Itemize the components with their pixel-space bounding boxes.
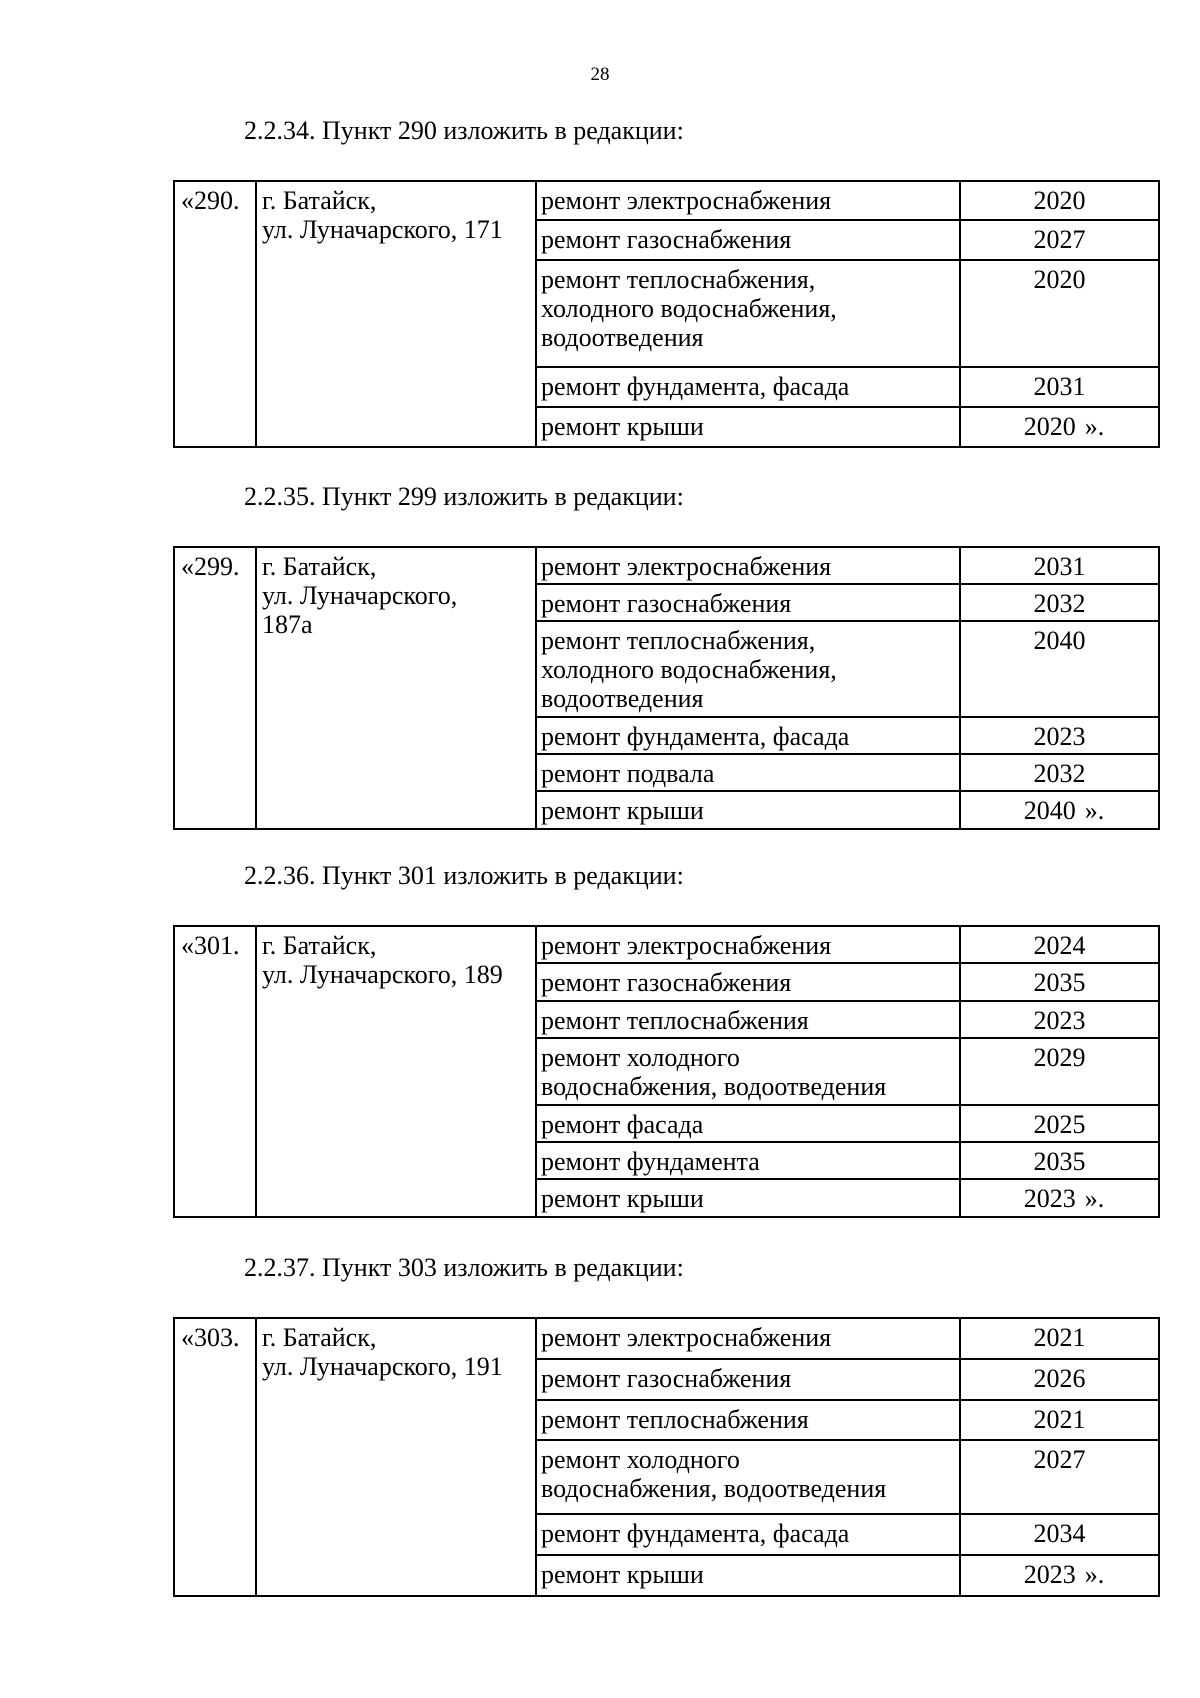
year-cell — [960, 621, 1159, 717]
address-cell — [256, 181, 536, 447]
work-description — [536, 1440, 960, 1514]
year-value: 2021 — [1033, 1405, 1086, 1434]
work-description — [536, 1142, 960, 1179]
work-line: ремонт фундамента, фасада — [541, 722, 850, 751]
year-value: 2025 — [1033, 1110, 1086, 1139]
work-line: водоотведения — [541, 684, 704, 713]
work-line: ремонт электроснабжения — [541, 552, 832, 581]
work-description — [536, 754, 960, 791]
work-description — [536, 963, 960, 1001]
year-value: 2029 — [1033, 1043, 1086, 1072]
work-description — [536, 717, 960, 754]
year-cell — [960, 407, 1159, 447]
year-cell — [960, 754, 1159, 791]
year-value: 2032 — [1033, 589, 1086, 618]
address-cell — [256, 547, 536, 829]
work-line: ремонт газоснабжения — [541, 225, 792, 254]
section-heading: 2.2.34. Пункт 290 изложить в редакции: — [244, 116, 684, 145]
amendment-table — [173, 546, 1160, 830]
work-description — [536, 1001, 960, 1038]
work-description — [536, 407, 960, 447]
work-description — [536, 1179, 960, 1217]
closing-quote: ». — [1084, 796, 1105, 825]
work-line: ремонт теплоснабжения, — [541, 626, 816, 655]
work-line: ремонт холодного — [541, 1445, 740, 1474]
work-line: ремонт фасада — [541, 1110, 704, 1139]
address-line: г. Батайск, — [262, 931, 377, 960]
year-value: 2031 — [1033, 552, 1086, 581]
work-description — [536, 1400, 960, 1440]
address-line: г. Батайск, — [262, 186, 377, 215]
work-line: ремонт фундамента, фасада — [541, 1519, 850, 1548]
year-value: 2027 — [1033, 1445, 1086, 1474]
year-cell — [960, 367, 1159, 407]
year-cell — [960, 1440, 1159, 1514]
work-line: ремонт теплоснабжения, — [541, 265, 816, 294]
work-line: ремонт электроснабжения — [541, 1323, 832, 1352]
work-description — [536, 1318, 960, 1359]
year-cell — [960, 717, 1159, 754]
work-line: ремонт газоснабжения — [541, 968, 792, 997]
year-cell — [960, 1318, 1159, 1359]
work-line: ремонт электроснабжения — [541, 931, 832, 960]
work-line: ремонт крыши — [541, 412, 704, 441]
work-line: ремонт электроснабжения — [541, 186, 832, 215]
year-cell — [960, 220, 1159, 260]
table-row — [174, 547, 1159, 584]
year-cell — [960, 1105, 1159, 1142]
year-cell — [960, 791, 1159, 829]
work-line: ремонт крыши — [541, 1184, 704, 1213]
year-cell — [960, 1179, 1159, 1217]
section-heading: 2.2.36. Пункт 301 изложить в редакции: — [244, 861, 684, 890]
year-value: 2021 — [1033, 1323, 1086, 1352]
closing-quote: ». — [1084, 1184, 1105, 1213]
work-line: холодного водоснабжения, — [541, 655, 837, 684]
work-description — [536, 1038, 960, 1105]
work-line: ремонт подвала — [541, 759, 715, 788]
address-line: ул. Луначарского, — [262, 581, 458, 610]
work-line: ремонт газоснабжения — [541, 589, 792, 618]
year-value: 2023 — [1023, 1184, 1076, 1213]
year-value: 2020 — [1033, 186, 1086, 215]
work-line: ремонт крыши — [541, 1560, 704, 1589]
work-line: ремонт крыши — [541, 796, 704, 825]
year-value: 2023 — [1023, 1560, 1076, 1589]
year-cell — [960, 1001, 1159, 1038]
year-value: 2023 — [1033, 722, 1086, 751]
address-line: 187а — [262, 610, 313, 639]
address-line: ул. Луначарского, 189 — [262, 960, 503, 989]
work-description — [536, 1105, 960, 1142]
work-description — [536, 547, 960, 584]
year-cell — [960, 584, 1159, 621]
work-line: ремонт теплоснабжения — [541, 1006, 809, 1035]
year-value: 2040 — [1033, 626, 1086, 655]
work-description — [536, 1555, 960, 1596]
year-cell — [960, 1038, 1159, 1105]
closing-quote: ». — [1084, 1560, 1105, 1589]
amendment-table — [173, 1317, 1160, 1597]
year-cell — [960, 1400, 1159, 1440]
year-cell — [960, 1142, 1159, 1179]
work-description — [536, 584, 960, 621]
work-line: ремонт фундамента, фасада — [541, 372, 850, 401]
table-row — [174, 1318, 1159, 1359]
work-description — [536, 260, 960, 367]
item-number: «299. — [174, 547, 256, 829]
table-row — [174, 181, 1159, 220]
year-cell — [960, 1514, 1159, 1555]
address-line: г. Батайск, — [262, 1323, 377, 1352]
work-line: водоснабжения, водоотведения — [541, 1072, 887, 1101]
year-value: 2027 — [1033, 225, 1086, 254]
work-line: ремонт теплоснабжения — [541, 1405, 809, 1434]
work-description — [536, 1359, 960, 1400]
year-cell — [960, 1555, 1159, 1596]
year-value: 2031 — [1033, 372, 1086, 401]
address-line: ул. Луначарского, 171 — [262, 215, 503, 244]
section-heading: 2.2.37. Пункт 303 изложить в редакции: — [244, 1253, 684, 1282]
year-value: 2035 — [1033, 1147, 1086, 1176]
year-value: 2040 — [1023, 796, 1076, 825]
closing-quote: ». — [1084, 412, 1105, 441]
work-description — [536, 791, 960, 829]
year-value: 2035 — [1033, 968, 1086, 997]
year-value: 2034 — [1033, 1519, 1086, 1548]
work-description — [536, 220, 960, 260]
work-line: ремонт газоснабжения — [541, 1364, 792, 1393]
year-value: 2020 — [1033, 265, 1086, 294]
work-description — [536, 926, 960, 963]
year-value: 2032 — [1033, 759, 1086, 788]
work-description — [536, 621, 960, 717]
year-cell — [960, 1359, 1159, 1400]
amendment-table — [173, 180, 1160, 448]
year-value: 2024 — [1033, 931, 1086, 960]
work-description — [536, 1514, 960, 1555]
amendment-table — [173, 925, 1160, 1218]
table-row — [174, 926, 1159, 963]
year-cell — [960, 547, 1159, 584]
work-description — [536, 181, 960, 220]
work-line: водоснабжения, водоотведения — [541, 1474, 887, 1503]
year-cell — [960, 260, 1159, 367]
year-cell — [960, 181, 1159, 220]
work-line: ремонт холодного — [541, 1043, 740, 1072]
year-cell — [960, 963, 1159, 1001]
section-heading: 2.2.35. Пункт 299 изложить в редакции: — [244, 482, 684, 511]
item-number: «290. — [174, 181, 256, 447]
address-cell — [256, 1318, 536, 1596]
year-value: 2020 — [1023, 412, 1076, 441]
year-value: 2026 — [1033, 1364, 1086, 1393]
year-cell — [960, 926, 1159, 963]
item-number: «303. — [174, 1318, 256, 1596]
work-line: водоотведения — [541, 323, 704, 352]
address-line: г. Батайск, — [262, 552, 377, 581]
address-cell — [256, 926, 536, 1217]
year-value: 2023 — [1033, 1006, 1086, 1035]
page-number: 28 — [590, 64, 610, 85]
item-number: «301. — [174, 926, 256, 1217]
address-line: ул. Луначарского, 191 — [262, 1352, 503, 1381]
work-line: холодного водоснабжения, — [541, 294, 837, 323]
work-line: ремонт фундамента — [541, 1147, 760, 1176]
work-description — [536, 367, 960, 407]
